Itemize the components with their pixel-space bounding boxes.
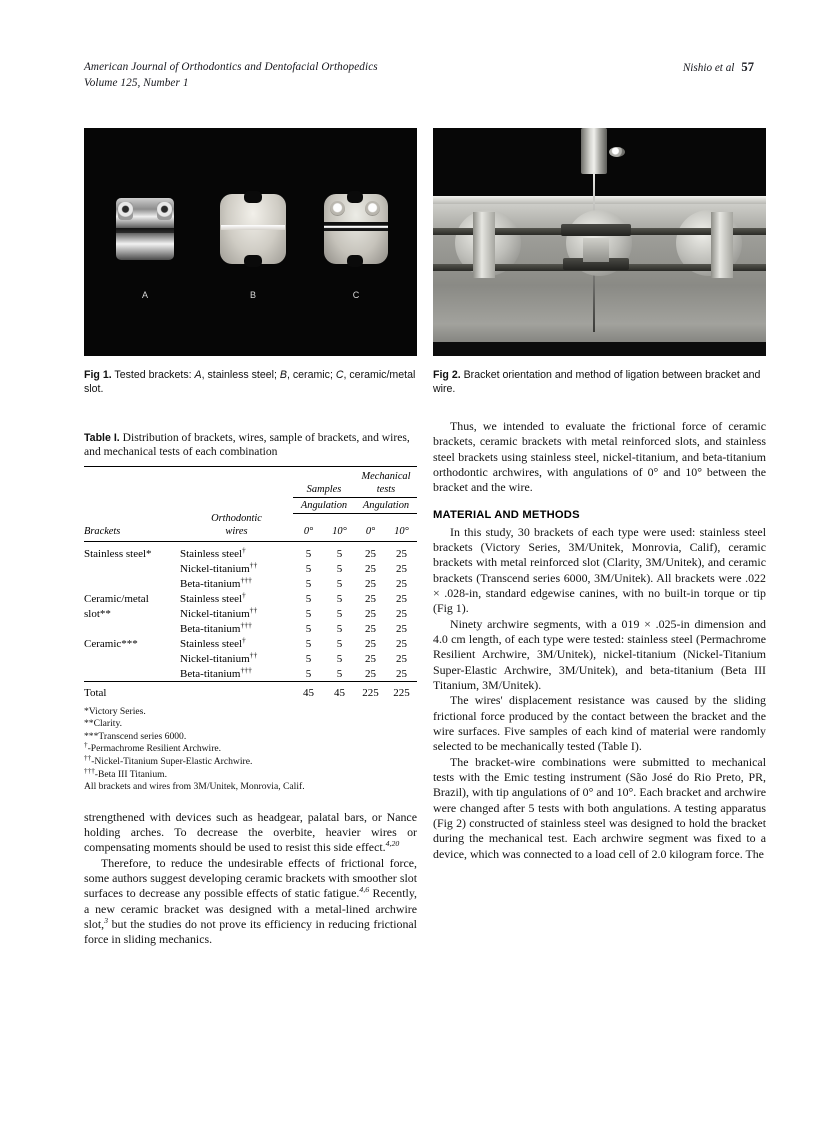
footnote-marker: **	[84, 718, 94, 730]
journal-title: American Journal of Orthodontics and Dentofacial Orthopedics	[84, 61, 378, 73]
right-column-text	[433, 419, 766, 862]
header-samples: Samples	[293, 471, 355, 497]
screw-icon	[609, 147, 625, 157]
table-row	[84, 666, 417, 681]
cell-samples-10deg: 45	[334, 686, 345, 699]
figure-1-caption-c: C	[335, 369, 344, 381]
wire-footnote-marker: ††	[249, 605, 258, 614]
wire-footnote-marker: †††	[240, 575, 252, 585]
mounted-bracket	[583, 238, 609, 262]
table-group-header-row	[84, 471, 417, 497]
cell-mechanical-10deg: 225	[393, 686, 410, 699]
running-head	[84, 60, 754, 96]
table-1	[84, 466, 417, 700]
table-stub-degree-row	[84, 513, 417, 538]
bracket-c-ceramic-metal-slot	[322, 192, 390, 266]
cell-mechanical-0deg: 25	[365, 592, 376, 605]
header-mechanical-line1: Mechanical	[361, 471, 411, 483]
cell-mechanical-10deg: 25	[396, 607, 407, 620]
cell-samples-0deg: 5	[305, 577, 312, 590]
cell-samples-10deg: 5	[336, 652, 343, 665]
wire-footnote-marker: †	[242, 590, 246, 600]
wire-footnote-marker: †††	[240, 664, 252, 674]
cell-samples-0deg: 5	[305, 592, 312, 605]
table-total-row	[84, 686, 417, 701]
cell-mechanical-0deg: 25	[365, 652, 376, 665]
left-paragraph-1	[84, 810, 417, 856]
right-column	[433, 128, 766, 862]
figure-2-caption-text: Bracket orientation and method of ligation between bracket and wire.	[433, 369, 761, 396]
footnote-marker: †	[84, 741, 88, 750]
header-wires-line1: Orthodontic	[211, 513, 262, 525]
figure-1-caption-t3: , ceramic;	[286, 369, 336, 381]
cell-bracket-type: slot**	[84, 607, 111, 620]
table-1-head	[84, 467, 417, 542]
table-footnote	[84, 753, 417, 769]
wire-footnote-marker: †	[242, 545, 246, 555]
cell-bracket-type	[84, 651, 180, 666]
journal-volume: Volume 125, Number 1	[84, 76, 189, 89]
cell-bracket-type: Ceramic***	[84, 637, 138, 650]
cell-samples-10deg: 5	[336, 667, 343, 680]
wire-footnote-marker: ††	[249, 560, 258, 570]
figure-1-label-b: B	[249, 290, 256, 300]
cell-samples-10deg: 5	[336, 622, 343, 635]
cell-mechanical-10deg: 25	[396, 577, 407, 590]
cell-wire-type	[180, 686, 293, 701]
left-paragraph-2	[84, 856, 417, 948]
header-samples-0deg: 0°	[303, 525, 314, 537]
figure-1-label-c: C	[352, 290, 360, 300]
cell-wire-type: Nickel-titanium††	[180, 649, 258, 665]
cell-bracket-type: Total	[84, 686, 107, 699]
left-column-text	[84, 810, 417, 948]
left-par1-text: strengthened with devices such as headgear, palatal bars, or Nance holding arches. To decrease the overbite, heavier wires or compensating moments should be used to resist this side effect.	[84, 809, 417, 855]
cell-mechanical-0deg: 25	[365, 622, 376, 635]
header-mechanical-tests	[355, 471, 417, 497]
left-par2-text-b: Recently, a new ceramic bracket was designed with a metal-lined archwire slot,	[84, 886, 418, 932]
table-footnote	[84, 718, 417, 731]
table-1-body	[84, 541, 417, 700]
table-footnote	[84, 731, 417, 744]
authors-name: Nishio et al	[682, 62, 735, 74]
table-footnote	[84, 706, 417, 719]
figure-1-caption-t1: Tested brackets:	[111, 369, 195, 381]
cell-wire-type: Beta-titanium†††	[180, 664, 252, 680]
cell-wire-type: Stainless steel†	[180, 634, 246, 650]
header-mechanical-line2: tests	[376, 483, 396, 495]
footnote-marker: ††	[84, 753, 92, 762]
cell-mechanical-10deg: 25	[396, 562, 407, 575]
header-mechanical-0deg: 0°	[365, 525, 376, 537]
cell-bracket-type: Ceramic/metal	[84, 592, 149, 605]
left-column	[84, 128, 417, 948]
bracket-footnote-marker: *	[146, 547, 152, 560]
right-paragraph-2: In this study, 30 brackets of each type were used: stainless steel brackets (Victory Series, 3M/Unitek, Monrovia, Calif), ceramic brackets with metal reinforced slot (Clarity, 3M/Unitek), and ceramic brackets (Transcend series 6000, 3M/Unitek). All brackets were .022 × .028-in, standard edgewise canines, with no built-in torque or tip (Fig 1).	[433, 524, 766, 616]
figure-1-label-a: A	[141, 290, 148, 300]
cell-mechanical-0deg: 25	[365, 577, 376, 590]
cell-wire-type: Nickel-titanium††	[180, 605, 258, 620]
bracket-footnote-marker: **	[99, 607, 111, 620]
table-1-caption-text: Distribution of brackets, wires, sample of brackets, and wires, and mechanical tests of each combination	[84, 430, 410, 459]
cell-mechanical-0deg: 25	[365, 547, 376, 560]
footnote-text: Transcend series 6000.	[98, 730, 187, 742]
page-number: 57	[741, 60, 754, 74]
cell-samples-0deg: 5	[305, 607, 312, 620]
cell-mechanical-0deg: 25	[365, 607, 376, 620]
cell-samples-10deg: 5	[336, 637, 343, 650]
right-paragraph-1: Thus, we intended to evaluate the frictional force of ceramic brackets, ceramic brackets with metal reinforced slots, and stainless steel brackets using stainless steel, nickel-titanium, and beta-titanium orthodontic archwires, with angulations of 0° and 10° between the bracket and the wire.	[433, 418, 766, 495]
table-row	[84, 576, 417, 591]
left-par2-text-c: but the studies do not prove its efficiency in reducing frictional force in sliding mechanics.	[84, 917, 417, 947]
cell-mechanical-0deg: 225	[362, 686, 379, 699]
footnote-text: -Nickel-Titanium Super-Elastic Archwire.	[91, 755, 253, 767]
cell-samples-10deg: 5	[336, 577, 343, 590]
bracket-a-stainless-steel	[112, 192, 178, 266]
cell-samples-0deg: 5	[305, 547, 312, 560]
wire-footnote-marker: †	[242, 634, 246, 644]
table-1-caption	[84, 431, 417, 459]
footnote-text: All brackets and wires from 3M/Unitek, Monrovia, Calif.	[84, 781, 305, 793]
cell-mechanical-0deg: 25	[365, 637, 376, 650]
bracket-b-ceramic	[218, 192, 288, 266]
figure-2-photo	[433, 128, 766, 356]
cell-samples-0deg: 5	[305, 667, 312, 680]
right-paragraph-5: The bracket-wire combinations were submitted to mechanical tests with the Emic testing instrument (São José do Rio Preto, PR, Brazil), with tip angulations of 0° and 10°. Each bracket and archwire were changed after 5 tests with both angulations. A testing apparatus (Fig 2) constructed of stainless steel was designed to hold the bracket during the mechanical test. Each archwire segment was fixed to a device, which was connected to a load cell of 2.0 kilogram force. The	[433, 754, 766, 861]
footnote-text: Victory Series.	[88, 705, 146, 717]
cell-wire-type: Beta-titanium†††	[180, 619, 252, 635]
cell-bracket-type	[84, 561, 180, 576]
cell-mechanical-10deg: 25	[396, 652, 407, 665]
footnote-text: Clarity.	[93, 718, 123, 730]
left-par2-text-a: Therefore, to reduce the undesirable effects of frictional force, some authors suggest developing ceramic brackets with smoother slot surfaces to decrease any possible effects of static fatigue.	[84, 855, 417, 901]
section-heading-material-and-methods: MATERIAL AND METHODS	[433, 508, 580, 521]
figure-1-photo	[84, 128, 417, 356]
header-samples-10deg: 10°	[332, 525, 347, 537]
cell-bracket-type	[84, 576, 180, 591]
header-angulation-samples: Angulation	[293, 498, 355, 514]
cell-mechanical-10deg: 25	[396, 592, 407, 605]
cell-samples-10deg: 5	[336, 592, 343, 605]
figure-1-image	[84, 128, 417, 356]
footnote-marker: ***	[84, 730, 99, 742]
right-paragraph-4: The wires' displacement resistance was caused by the sliding frictional force produced by the contact between the bracket and the wire surfaces. Five samples of each kind of material were randomly selected to be mechanically tested (Table I).	[433, 693, 766, 754]
cell-mechanical-10deg: 25	[396, 547, 407, 560]
running-head-authors-page	[683, 60, 754, 77]
figure-2-caption	[433, 368, 766, 397]
cell-samples-0deg: 5	[305, 652, 312, 665]
cell-samples-10deg: 5	[336, 607, 343, 620]
table-angulation-row	[84, 498, 417, 514]
footnote-text: -Permachrome Resilient Archwire.	[87, 743, 222, 755]
cell-bracket-type	[84, 621, 180, 636]
cell-samples-0deg: 5	[305, 622, 312, 635]
figure-2-image	[433, 128, 766, 356]
figure-2-label: Fig 2.	[433, 369, 461, 381]
figure-1-caption-a: A	[194, 369, 202, 381]
table-1-footnotes	[84, 706, 417, 794]
left-par1-citation: 4,20	[385, 839, 400, 849]
footnote-marker: †††	[84, 766, 95, 775]
cell-mechanical-0deg: 25	[365, 562, 376, 575]
cell-wire-type: Nickel-titanium††	[180, 560, 258, 575]
left-par2-citation-2: 3	[104, 916, 109, 926]
wire-footnote-marker: †††	[240, 619, 252, 629]
cell-wire-type: Stainless steel†	[180, 545, 246, 560]
table-1-block	[84, 431, 417, 794]
header-orthodontic-wires	[180, 513, 293, 538]
table-footnote	[84, 781, 417, 794]
header-angulation-mechanical: Angulation	[355, 498, 417, 514]
figure-1-caption-t4: , ceramic/metal slot.	[84, 369, 416, 396]
figure-1-caption-t2: , stainless steel;	[201, 369, 280, 381]
cell-wire-type: Beta-titanium†††	[180, 575, 252, 590]
cell-mechanical-0deg: 25	[365, 667, 376, 680]
figure-1-caption-b: B	[279, 369, 287, 381]
table-footnote	[84, 743, 417, 756]
cell-wire-type: Stainless steel†	[180, 590, 246, 605]
table-row	[84, 621, 417, 636]
cell-mechanical-10deg: 25	[396, 667, 407, 680]
cell-samples-0deg: 45	[303, 686, 314, 699]
running-head-journal	[84, 60, 378, 91]
table-1-label: Table I.	[84, 431, 120, 444]
cell-samples-0deg: 5	[305, 562, 312, 575]
cell-samples-10deg: 5	[336, 547, 343, 560]
figure-1-caption	[84, 368, 417, 397]
header-brackets: Brackets	[84, 525, 121, 537]
cell-samples-10deg: 5	[336, 562, 343, 575]
load-cell-cylinder	[581, 128, 607, 174]
cell-bracket-type: Stainless steel*	[84, 547, 152, 560]
wire-footnote-marker: ††	[249, 649, 258, 659]
cell-mechanical-10deg: 25	[396, 637, 407, 650]
figure-1-label: Fig 1.	[84, 369, 112, 381]
cell-samples-0deg: 5	[305, 637, 312, 650]
table-footnote	[84, 766, 417, 782]
right-paragraph-3: Ninety archwire segments, with a 019 × .025-in dimension and 4.0 cm length, of each type were tested: stainless steel (Permachrome Resilient Archwire, 3M/Unitek), nickel-titanium (Nickel-Titanium Super-Elastic Archwire, 3M/Unitek), and beta-titanium (Beta III Titanium, 3M/Unitek).	[433, 616, 766, 692]
header-mechanical-10deg: 10°	[394, 525, 409, 537]
cell-bracket-type	[84, 666, 180, 681]
left-par2-citation-1: 4,6	[359, 885, 370, 895]
footnote-marker: *	[84, 705, 89, 717]
cell-mechanical-10deg: 25	[396, 622, 407, 635]
bracket-footnote-marker: ***	[121, 637, 138, 650]
footnote-text: -Beta III Titanium.	[94, 768, 167, 780]
header-wires-line2: wires	[225, 525, 248, 537]
